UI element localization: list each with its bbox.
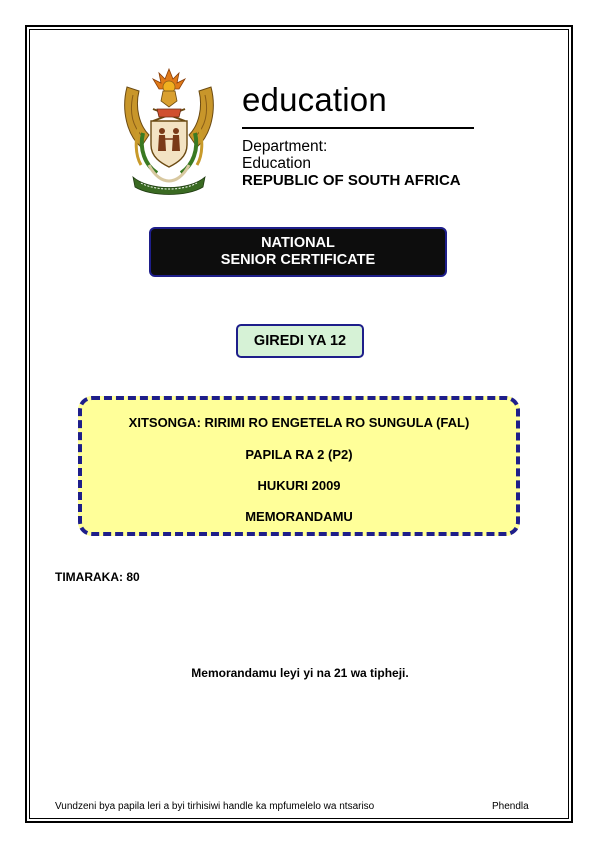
copyright-notice: Vundzeni bya papila leri a byi tirhisiwi handle ka mpfumelelo wa ntsariso xyxy=(55,801,375,812)
subject-title: XITSONGA: RIRIMI RO ENGETELA RO SUNGULA (FAL) xyxy=(128,415,470,430)
document-type: MEMORANDAMU xyxy=(245,509,353,524)
brand-word: education xyxy=(242,81,387,118)
country-name: REPUBLIC OF SOUTH AFRICA xyxy=(242,172,461,189)
paper-number: PAPILA RA 2 (P2) xyxy=(245,447,353,462)
grade-badge: GIREDI YA 12 xyxy=(236,324,364,358)
department-name: Education xyxy=(242,155,311,172)
page-count-note: Memorandamu leyi yi na 21 wa tipheji. xyxy=(191,666,409,680)
department-logo xyxy=(115,65,485,210)
exam-session: HUKURI 2009 xyxy=(257,478,341,493)
next-page-label: Phendla xyxy=(492,801,529,812)
certificate-line1: NATIONAL xyxy=(261,235,335,251)
subject-panel xyxy=(78,396,520,536)
total-marks: TIMARAKA: 80 xyxy=(55,570,140,584)
brand-divider xyxy=(242,127,474,129)
coat-of-arms-icon xyxy=(119,65,219,197)
department-label: Department: xyxy=(242,138,328,155)
certificate-banner xyxy=(149,227,447,277)
certificate-line2: SENIOR CERTIFICATE xyxy=(220,252,376,268)
